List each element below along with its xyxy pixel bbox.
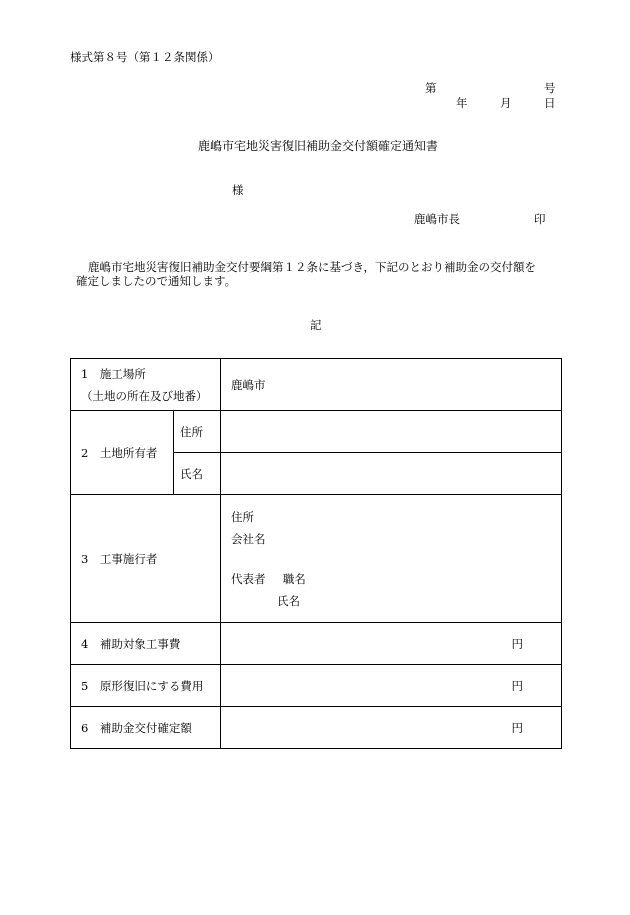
issuer-name: 鹿嶋市長 (414, 212, 460, 226)
table-row (71, 359, 562, 411)
contractor-address-label: 住所 (231, 509, 254, 524)
landowner-label: 2 土地所有者 (71, 411, 174, 495)
date-year: 年 (456, 96, 468, 110)
restoration-cost-unit: 円 (511, 678, 523, 693)
location-label-line2: （土地の所在及び地番） (81, 388, 208, 403)
doc-number-suffix: 号 (544, 81, 556, 95)
date-month: 月 (500, 96, 512, 110)
table-row (71, 411, 562, 453)
location-value: 鹿嶋市 (221, 359, 562, 411)
contractor-details[interactable] (221, 495, 562, 623)
eligible-cost-field[interactable] (221, 623, 562, 665)
table-row (71, 623, 562, 665)
seal-mark: 印 (534, 212, 546, 226)
contractor-rep-line (231, 568, 551, 590)
contractor-label: 3 工事施行者 (71, 495, 221, 623)
landowner-address-field[interactable] (221, 411, 562, 453)
landowner-name-field[interactable] (221, 453, 562, 495)
body-line-2: 確定しましたので通知します。 (76, 274, 237, 288)
location-label (71, 359, 221, 411)
contractor-name-label: 氏名 (277, 593, 300, 608)
table-row (71, 495, 562, 623)
date-day: 日 (544, 96, 556, 110)
body-line-1: 鹿嶋市宅地災害復旧補助金交付要綱第１２条に基づき，下記のとおり補助金の交付額を (88, 260, 537, 274)
confirmed-amount-label: 6 補助金交付確定額 (71, 707, 221, 749)
location-label-line1: 1 施工場所 (81, 366, 146, 381)
restoration-cost-field[interactable] (221, 665, 562, 707)
form-number: 様式第８号（第１２条関係） (70, 50, 220, 64)
landowner-name-label: 氏名 (174, 453, 221, 495)
landowner-address-label: 住所 (174, 411, 221, 453)
eligible-cost-label: 4 補助対象工事費 (71, 623, 221, 665)
contractor-company-label: 会社名 (231, 531, 266, 546)
doc-number-prefix: 第 (425, 81, 437, 95)
contractor-rep-label: 代表者 (231, 571, 266, 586)
confirmed-amount-unit: 円 (511, 720, 523, 735)
details-table (70, 358, 562, 749)
eligible-cost-unit: 円 (511, 636, 523, 651)
restoration-cost-label: 5 原形復旧にする費用 (71, 665, 221, 707)
table-row (71, 707, 562, 749)
addressee-suffix: 様 (232, 183, 244, 197)
table-row (71, 665, 562, 707)
contractor-title-label: 職名 (282, 571, 306, 586)
confirmed-amount-field[interactable] (221, 707, 562, 749)
document-title: 鹿嶋市宅地災害復旧補助金交付額確定通知書 (198, 139, 439, 153)
ki-heading: 記 (310, 318, 322, 332)
